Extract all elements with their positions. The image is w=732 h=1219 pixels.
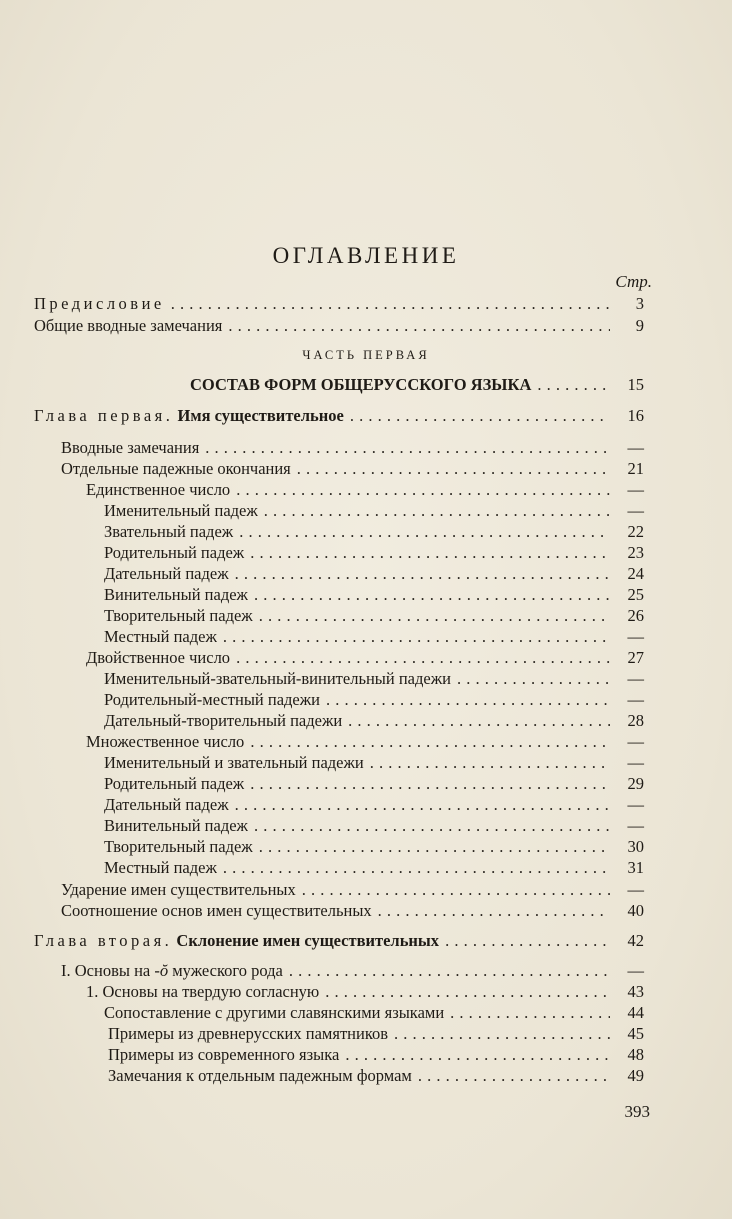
toc-entry[interactable] (104, 836, 644, 858)
toc-entry-page: 25 (627, 585, 644, 604)
leader-dots (235, 563, 610, 585)
toc-entry[interactable] (104, 773, 644, 795)
leader-dots (457, 668, 610, 690)
toc-entry-text: Общие вводные замечания (34, 316, 223, 335)
leader-dots (254, 815, 610, 837)
toc-entry-text: Именительный-звательный-винительный падежи (104, 669, 451, 688)
leader-dots (378, 900, 610, 922)
leader-dots (325, 981, 610, 1003)
leader-dots (205, 437, 610, 459)
toc-part-entry[interactable] (190, 374, 644, 396)
toc-entry-page: 16 (627, 406, 644, 425)
toc-entry-page: — (627, 816, 644, 835)
toc-entry-page: 28 (627, 711, 644, 730)
toc-entry-text: 1. Основы на твердую согласную (86, 982, 320, 1001)
leader-dots (223, 857, 610, 879)
toc-entry-page: 43 (627, 982, 644, 1001)
leader-dots (445, 930, 610, 952)
toc-entry[interactable] (104, 794, 644, 816)
toc-entry[interactable] (61, 960, 644, 982)
leader-dots (254, 584, 610, 606)
leader-dots (350, 405, 610, 427)
toc-entry[interactable] (104, 500, 644, 522)
leader-dots (450, 1002, 610, 1024)
leader-dots (250, 731, 610, 753)
toc-entry[interactable] (86, 981, 644, 1003)
toc-entry-text: Примеры из древнерусских памятников (108, 1024, 389, 1043)
leader-dots (236, 647, 610, 669)
toc-entry-text: Винительный падеж (104, 585, 248, 604)
toc-entry-text: Дательный падеж (104, 564, 229, 583)
toc-entry[interactable] (104, 563, 644, 585)
toc-entry-text: Именительный падеж (104, 501, 258, 520)
toc-entry-text: Вводные замечания (61, 438, 200, 457)
toc-entry-text: Местный падеж (104, 627, 217, 646)
toc-entry[interactable] (104, 668, 644, 690)
leader-dots (345, 1044, 610, 1066)
toc-entry-page: 31 (627, 858, 644, 877)
toc-entry-page: — (627, 732, 644, 751)
toc-entry-page: — (627, 669, 644, 688)
toc-entry-page: 49 (627, 1066, 644, 1085)
toc-entry-page: — (627, 961, 644, 980)
toc-entry-text: Местный падеж (104, 858, 217, 877)
toc-entry[interactable] (61, 437, 644, 459)
toc-entry-page: — (627, 880, 644, 899)
toc-entry[interactable] (104, 689, 644, 711)
toc-entry-text: Звательный падеж (104, 522, 234, 541)
toc-entry-text: Соотношение основ имен существительных (61, 901, 372, 920)
toc-entry-page: — (627, 690, 644, 709)
page-column-label: Стр. (615, 272, 652, 291)
leader-dots (289, 960, 610, 982)
chapter-title: Имя существительное (177, 406, 344, 425)
toc-entry[interactable] (104, 815, 644, 837)
toc-entry-page: 45 (627, 1024, 644, 1043)
toc-entry[interactable] (104, 752, 644, 774)
toc-entry-text: Родительный падеж (104, 543, 245, 562)
toc-entry[interactable] (86, 731, 644, 753)
toc-entry[interactable] (104, 521, 644, 543)
toc-entry[interactable] (108, 1023, 644, 1045)
toc-entry-text: Примеры из современного языка (108, 1045, 340, 1064)
toc-entry[interactable] (108, 1065, 644, 1087)
leader-dots (348, 710, 610, 732)
toc-entry-text: Именительный и звательный падежи (104, 753, 364, 772)
toc-entry[interactable] (104, 605, 644, 627)
toc-entry-text: Родительный падеж (104, 774, 245, 793)
leader-dots (235, 794, 610, 816)
toc-entry[interactable] (104, 1002, 644, 1024)
toc-entry-page: 44 (627, 1003, 644, 1022)
stem-ending: -ŏ (154, 961, 169, 980)
toc-entry-page: — (627, 501, 644, 520)
toc-entry-text: Ударение имен существительных (61, 880, 296, 899)
toc-entry[interactable] (104, 710, 644, 732)
toc-entry-text: Двойственное число (86, 648, 231, 667)
toc-entry-text: Множественное число (86, 732, 245, 751)
toc-entry-page: 3 (635, 294, 644, 313)
toc-entry-page: 29 (627, 774, 644, 793)
toc-entry-page: 30 (627, 837, 644, 856)
leader-dots (239, 521, 610, 543)
toc-entry[interactable] (86, 647, 644, 669)
chapter-label: Глава вторая. (34, 931, 173, 950)
toc-entry-page: 48 (627, 1045, 644, 1064)
toc-entry-text: Сопоставление с другими славянскими языками (104, 1003, 445, 1022)
toc-entry-page: 27 (627, 648, 644, 667)
toc-entry-page: 26 (627, 606, 644, 625)
leader-dots (259, 836, 610, 858)
toc-entry-page: — (627, 753, 644, 772)
toc-entry-page: 21 (627, 459, 644, 478)
leader-dots (418, 1065, 610, 1087)
toc-entry-page: — (627, 480, 644, 499)
toc-entry-prefix: Предисловие (34, 294, 165, 313)
leader-dots (236, 479, 610, 501)
toc-entry-text: Отдельные падежные окончания (61, 459, 291, 478)
part-title: СОСТАВ ФОРМ ОБЩЕРУССКОГО ЯЗЫКА (190, 375, 532, 394)
toc-entry[interactable] (34, 315, 644, 337)
toc-entry[interactable] (34, 293, 644, 315)
toc-entry-page: 15 (627, 375, 644, 394)
toc-entry-page: 42 (627, 931, 644, 950)
leader-dots (370, 752, 610, 774)
toc-entry[interactable] (104, 584, 644, 606)
leader-dots (326, 689, 610, 711)
toc-entry-page: 9 (635, 316, 644, 335)
toc-entry[interactable] (104, 542, 644, 564)
leader-dots (171, 293, 610, 315)
toc-entry[interactable] (108, 1044, 644, 1066)
toc-entry[interactable] (61, 879, 644, 901)
chapter-title: Склонение имен существительных (176, 931, 440, 950)
page-title: ОГЛАВЛЕНИЕ (272, 243, 460, 268)
toc-entry-text: мужеского рода (172, 961, 283, 980)
toc-entry-page: — (627, 627, 644, 646)
toc-entry-text: Замечания к отдельным падежным формам (108, 1066, 412, 1085)
leader-dots (259, 605, 610, 627)
toc-entry[interactable] (86, 479, 644, 501)
toc-entry-text: Дательный падеж (104, 795, 229, 814)
toc-entry-page: — (627, 438, 644, 457)
toc-chapter-entry[interactable] (34, 405, 644, 427)
leader-dots (250, 542, 610, 564)
leader-dots (302, 879, 610, 901)
toc-entry[interactable] (61, 900, 644, 922)
toc-entry-text: Дательный-творительный падежи (104, 711, 343, 730)
toc-entry-page: 23 (627, 543, 644, 562)
toc-entry[interactable] (104, 626, 644, 648)
toc-entry-text: Единственное число (86, 480, 231, 499)
leader-dots (228, 315, 610, 337)
page-number: 393 (624, 1102, 650, 1121)
chapter-label: Глава первая. (34, 406, 174, 425)
leader-dots (297, 458, 610, 480)
leader-dots (250, 773, 610, 795)
part-label: ЧАСТЬ ПЕРВАЯ (302, 348, 430, 362)
leader-dots (223, 626, 610, 648)
toc-entry-prefix: I. Основы на (61, 961, 151, 980)
toc-entry-page: 24 (627, 564, 644, 583)
leader-dots (394, 1023, 610, 1045)
toc-entry-page: 22 (627, 522, 644, 541)
toc-entry-text: Творительный падеж (104, 606, 253, 625)
toc-entry-page: 40 (627, 901, 644, 920)
toc-entry-text: Родительный-местный падежи (104, 690, 320, 709)
toc-entry-page: — (627, 795, 644, 814)
toc-entry-text: Творительный падеж (104, 837, 253, 856)
toc-entry-text: Винительный падеж (104, 816, 248, 835)
toc-entry[interactable] (104, 857, 644, 879)
toc-chapter-entry[interactable] (34, 930, 644, 952)
toc-entry[interactable] (61, 458, 644, 480)
leader-dots (264, 500, 610, 522)
leader-dots (537, 374, 610, 396)
